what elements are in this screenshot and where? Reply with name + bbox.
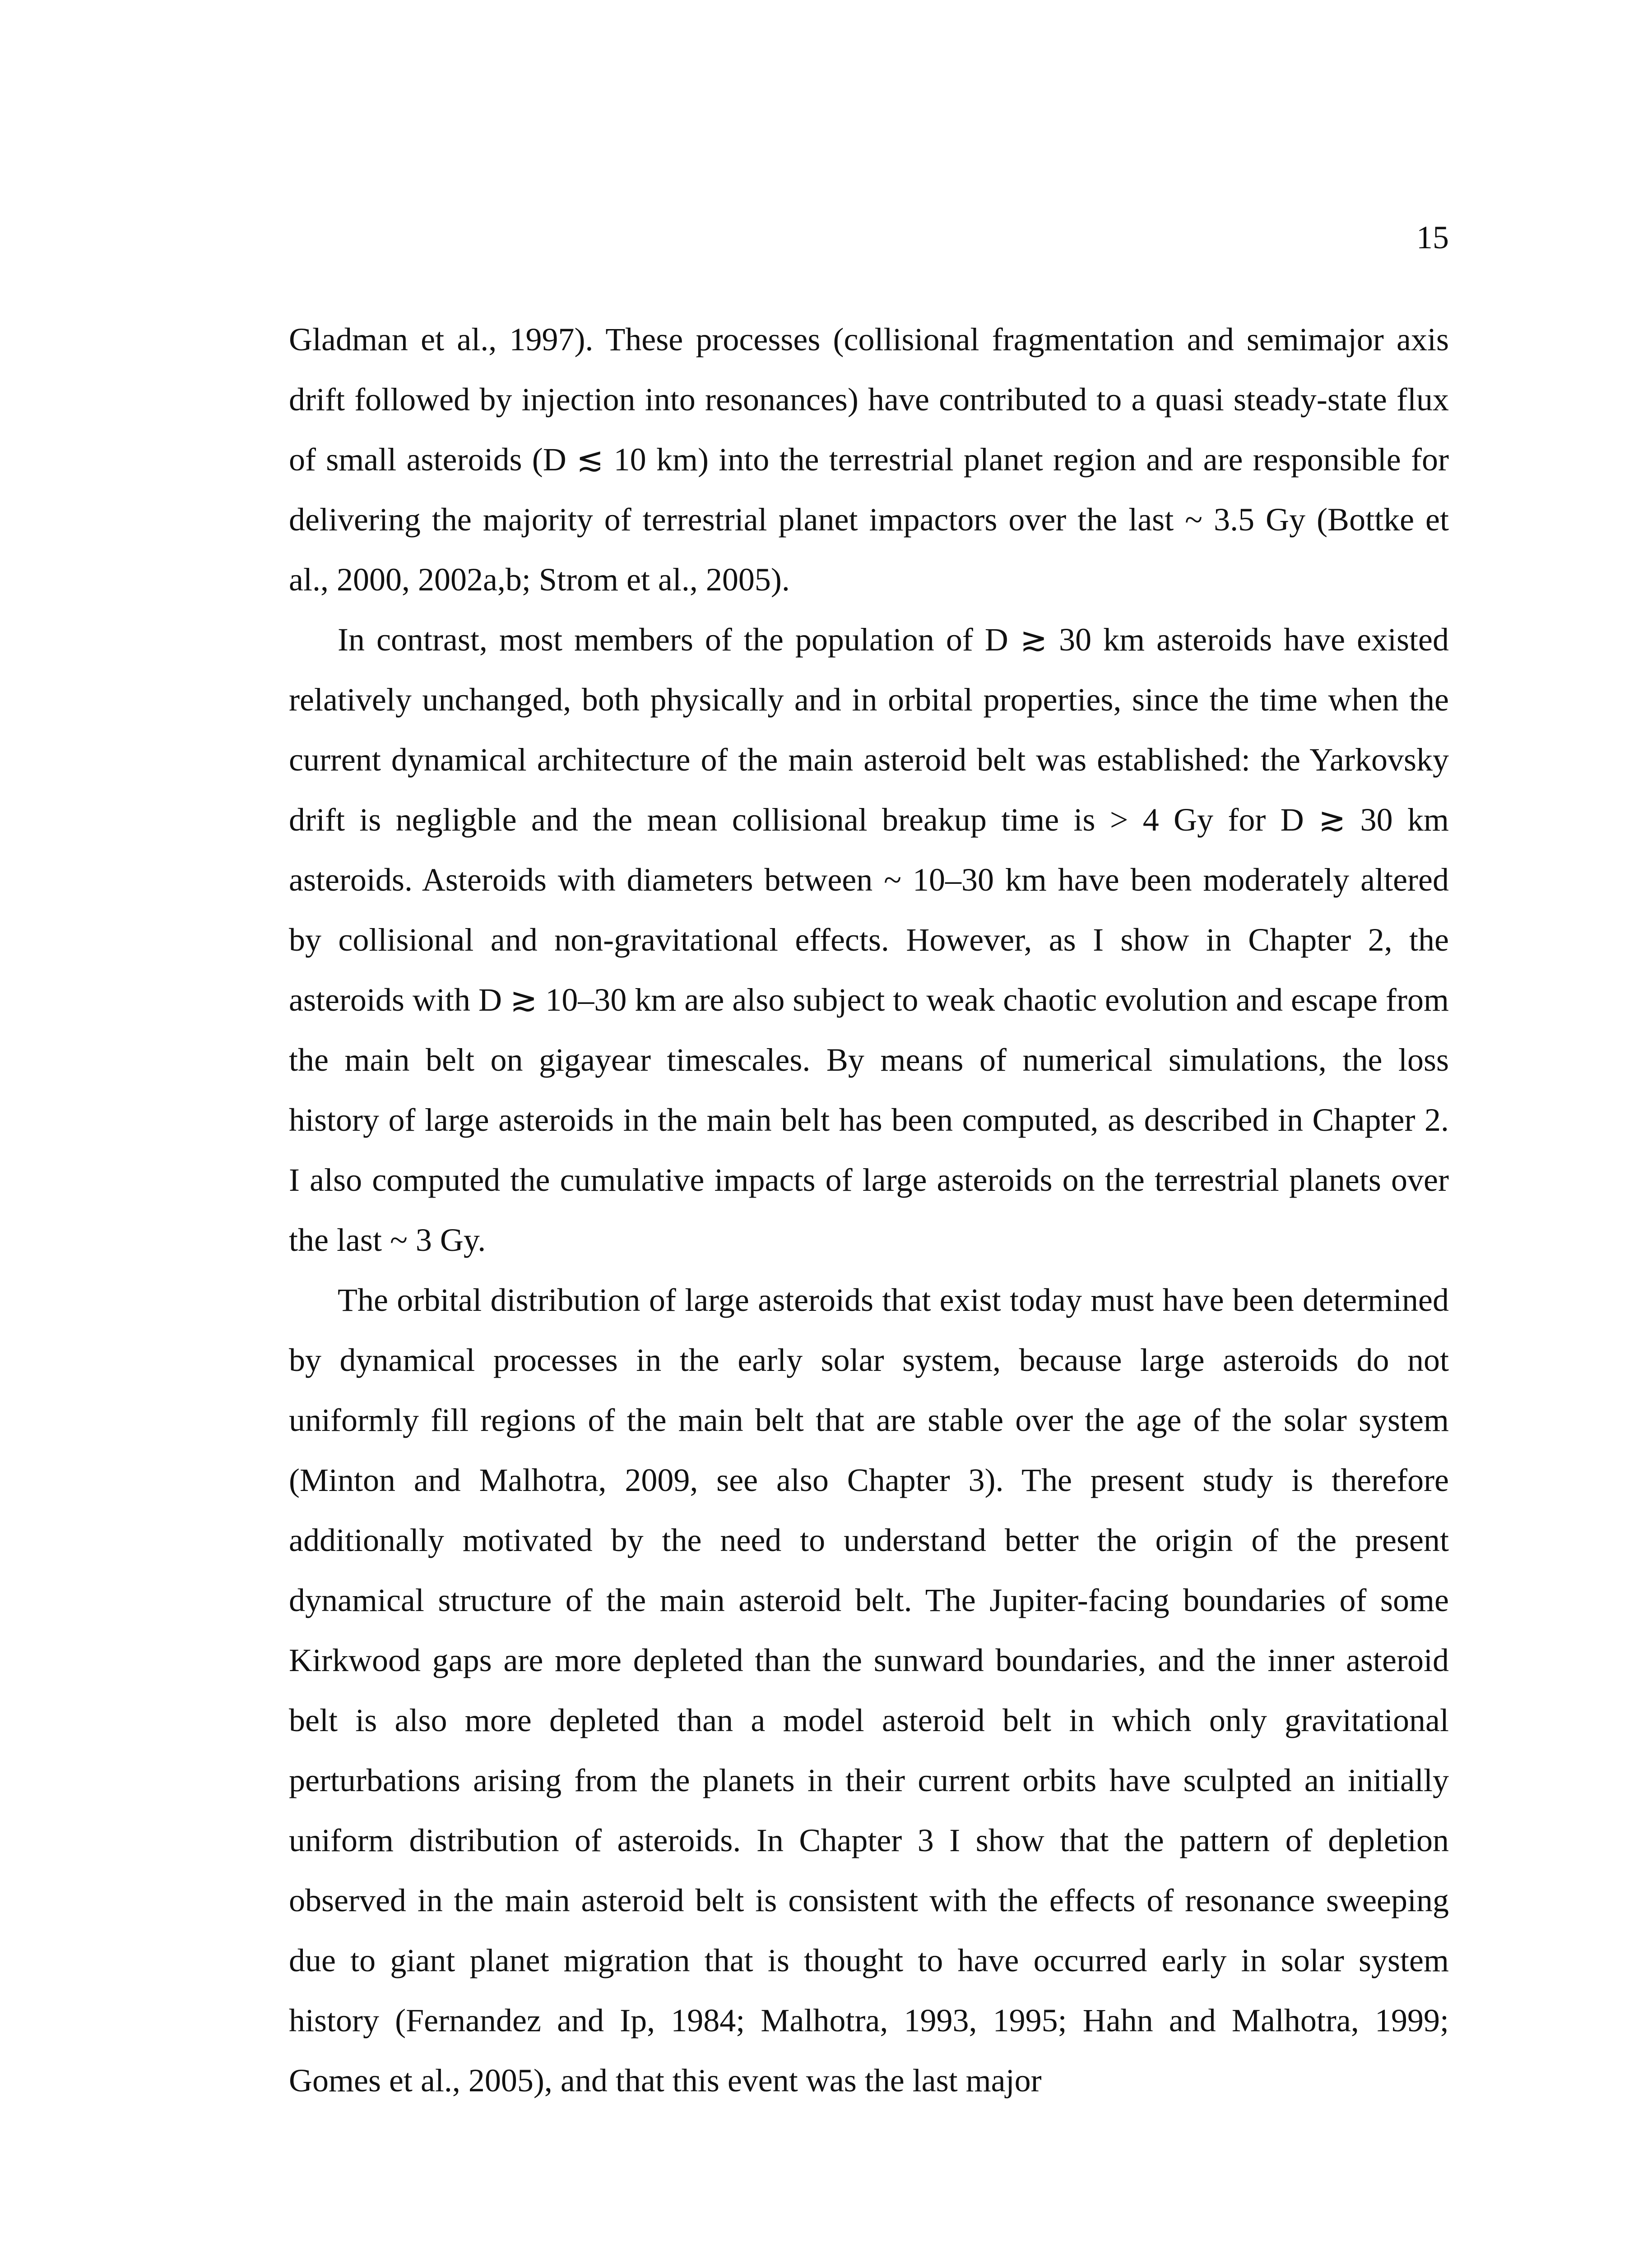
paragraph-continued: Gladman et al., 1997). These processes (collisional fragmentation and semimajor axis drift followed by injection into resonances) have contributed to a quasi steady-state flux of small asteroids (D ≲ 10 km) into the terrestrial planet region and are responsible for delivering the majority of terrestrial planet impactors over the last ~ 3.5 Gy (Bottke et al., 2000, 2002a,b; Strom et al., 2005).: [289, 321, 1449, 598]
paragraph-orbital-distribution: The orbital distribution of large asteroids that exist today must have been determined by dynamical processes in the early solar system, because large asteroids do not uniformly fill regions of the main belt that are stable over the age of the solar system (Minton and Malhotra, 2009, see also Chapter 3). The present study is therefore additionally motivated by the need to understand better the origin of the present dynamical structure of the main asteroid belt. The Jupiter-facing boundaries of some Kirkwood gaps are more depleted than the sunward boundaries, and the inner asteroid belt is also more depleted than a model asteroid belt in which only gravitational perturbations arising from the planets in their current orbits have sculpted an initially uniform distribution of asteroids. In Chapter 3 I show that the pattern of depletion observed in the main asteroid belt is consistent with the effects of resonance sweeping due to giant planet migration that is thought to have occurred early in solar system history (Fernandez and Ip, 1984; Malhotra, 1993, 1995; Hahn and Malhotra, 1999; Gomes et al., 2005), and that this event was the last major: [289, 1282, 1449, 2099]
body-text: [289, 310, 1449, 2111]
page-number: 15: [1416, 219, 1449, 255]
paragraph-contrast: In contrast, most members of the population of D ≳ 30 km asteroids have existed relatively unchanged, both physically and in orbital properties, since the time when the current dynamical architecture of the main asteroid belt was established: the Yarkovsky drift is negligble and the mean collisional breakup time is > 4 Gy for D ≳ 30 km asteroids. Asteroids with diameters between ~ 10–30 km have been moderately altered by collisional and non-gravitational effects. However, as I show in Chapter 2, the asteroids with D ≳ 10–30 km are also subject to weak chaotic evolution and escape from the main belt on gigayear timescales. By means of numerical simulations, the loss history of large asteroids in the main belt has been computed, as described in Chapter 2. I also computed the cumulative impacts of large asteroids on the terrestrial planets over the last ~ 3 Gy.: [289, 622, 1449, 1258]
